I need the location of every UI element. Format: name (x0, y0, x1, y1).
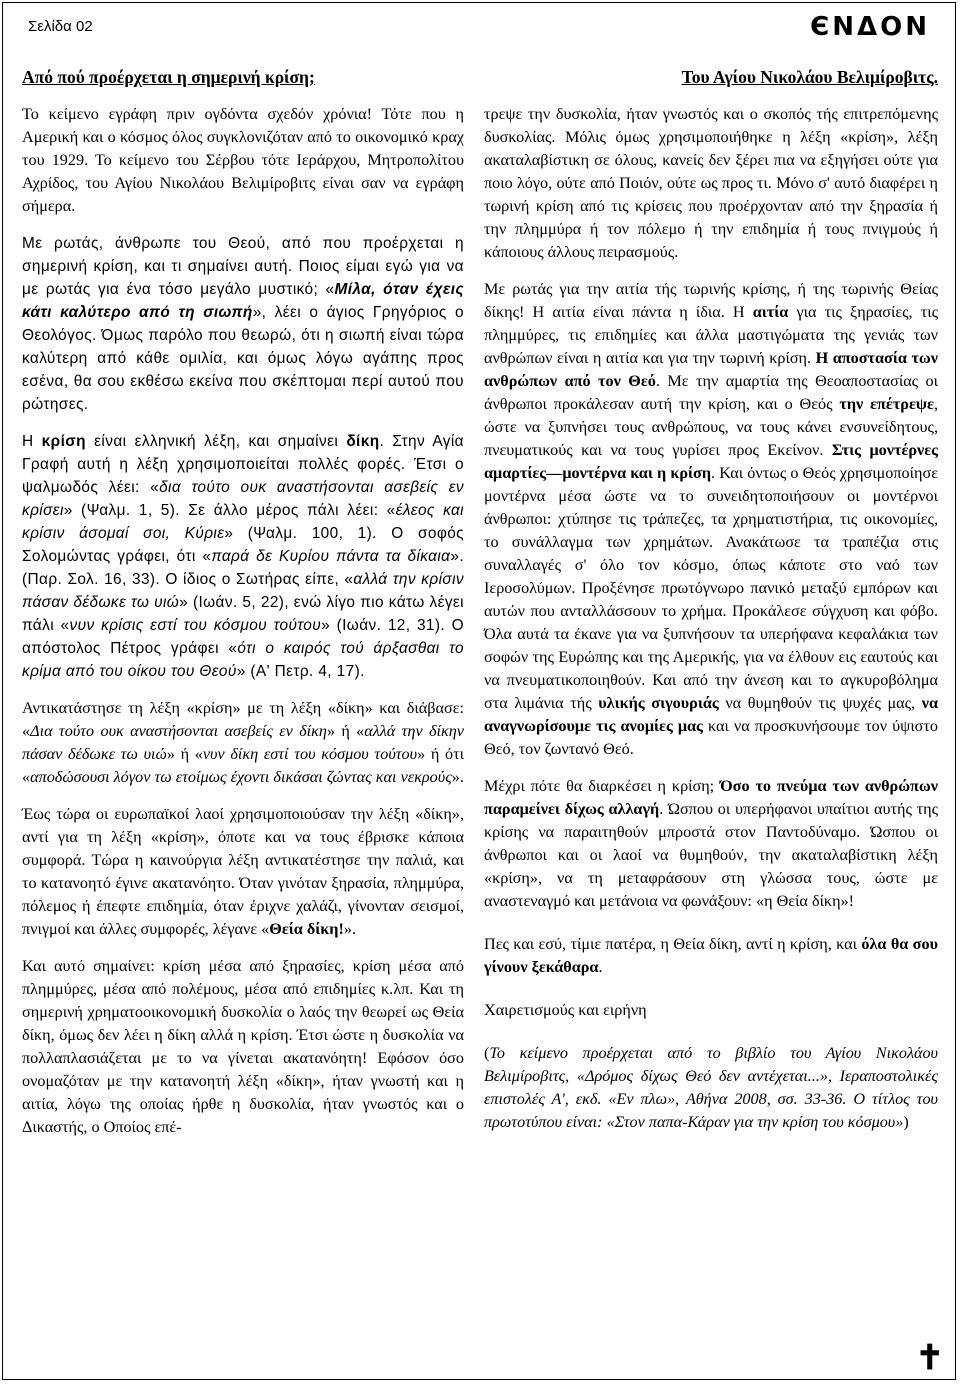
right-column (484, 66, 938, 1148)
duration-paragraph: Μέχρι πότε θα διαρκέσει η κρίση; Όσο το πνεύμα των ανθρώπων παραμείνει δίχως αλλαγή. Ώσπου οι υπερήφανοι υπαίτιοι αυτής της κρίσης να παραιτηθούν μπροστά στον Παντοδύναμο. Ώσπου οι άνθρωποι και οι λαοί να θυμηθούν, την ακαταλαβίστικη λέξη «κρίση», να τη μεταφράσουν στη γλώσσα τους, ώστε με αναστεναγμό και μετάνοια να φωνάξουν: «η Θεία δίκη»! (484, 777, 938, 910)
intro-paragraph: Το κείμενο εγράφη πριν ογδόντα σχεδόν χρόνια! Τότε που η Αμερική και ο κόσμος όλος συγκλονιζόταν από το οικονομικό κραχ του 1929. Το κείμενο του Σέρβου τότε Ιεράρχου, Μητροπολίτου Αχρίδος, του Αγίου Νικολάου Βελιμίροβιτς είναι σαν να εγράφη σήμερα. (22, 105, 464, 215)
replace-word-paragraph: Αντικατάστησε τη λέξη «κρίση» με τη λέξη «δίκη» και διάβασε: «Δια τούτο ουκ αναστήσονται ασεβείς εν δίκη» ή «αλλά την δίκην πάσαν δέδωκε τω υιώ» ή «νυν δίκη εστί του κόσμου τούτου» ή ότι «αποδώσουσι λόγον τω ετοίμως έχοντι δικάσαι ζώντας και νεκρούς». (22, 699, 464, 786)
page-number: Σελίδα 02 (28, 18, 93, 35)
european-peoples-paragraph: Έως τώρα οι ευρωπαϊκοί λαοί χρησιμοποιούσαν την λέξη «δίκη», αντί για τη λέξη «κρίση», όποτε και να τους έβρισκε κάποια συμφορά. Τώρα η καινούργια λέξη αντικατέστησε την παλιά, και το κατανοητό έγινε ακατανόητο. Όταν γινόταν ξηρασία, πλημμύρα, πόλεμος ή έπεφτε επιδημία, όταν έριχνε χαλάζι, γίνονταν σεισμοί, πνιγμοί και άλλες συμφορές, λέγανε «Θεία δίκη!». (22, 805, 464, 938)
cause-paragraph: Με ρωτάς για την αιτία τής τωρινής κρίσης, ή της τωρινής Θείας δίκης! Η αιτία είναι πάντα η ίδια. Η αιτία για τις ξηρασίες, τις πλημμύρες, τις επιδημίες και άλλα μαστιγώματα της γενιάς των ανθρώπων είναι η αιτία και για την τωρινή κρίση. Η αποστασία των ανθρώπων από τον Θεό. Με την αμαρτία της Θεοαποστασίας οι άνθρωποι προκάλεσαν αυτή την κρίση, και ο Θεός την επέτρεψε, ώστε να ξυπνήσει τους ανθρώπους, να τους κάνει ενσυνείδητους, πνευματικούς και να τους γυρίσει προς Εκείνον. Στις μοντέρνες αμαρτίες—μοντέρνα και η κρίση. Και όντως ο Θεός χρησιμοποίησε μοντέρνα μέσα ώστε να το συνειδητοποιήσουν οι μοντέρνοι άνθρωποι: χτύπησε τις τράπεζες, τα χρηματιστήρια, τις οικονομίες, το συνάλλαγμα των χρημάτων. Ανακάτωσε τα τραπέζια στις συναλλαγές σ' όλο τον κόσμο, όπως κάποτε στο ναό των Ιεροσολύμων. Προξένησε πρωτόγνωρο πανικό μεταξύ εμπόρων και αυτών που ανταλλάσσουν το χρήμα. Προκάλεσε σύγχυση και φόβο. Όλα αυτά τα έκανε για να ξυπνήσουν τα υπερήφανα κεφαλάκια των σοφών της Ευρώπης και της Αμερικής, για να έλθουν εις εαυτούς και να πνευματικοποιηθούν. Και από την άνεση και το αγκυροβόλημα στα λιμάνια τής υλικής σιγουριάς να θυμηθούν τις ψυχές μας, να αναγνωρίσουμε τις ανομίες μας και να προσκυνήσουμε τον ύψιστο Θεό, τον ζωντανό Θεό. (484, 280, 939, 758)
left-column (22, 66, 464, 1153)
newsletter-logo: ЄΝΔΟΝ (810, 12, 930, 42)
advice-paragraph: Πες και εσύ, τίμιε πατέρα, η Θεία δίκη, αντί η κρίση, και όλα θα σου γίνουν ξεκάθαρα. (484, 935, 938, 976)
source-note: (Το κείμενο προέρχεται από το βιβλίο του Αγίου Νικολάου Βελιμίροβιτς, «Δρόμος δίχως Θεό δεν αντέχεται...», Ιεραποστολικές επιστολές Α', εκδ. «Εν πλω», Αθήνα 2008, σσ. 33-36. Ο τίτλος του πρωτοτύπου είναι: «Στον παπα-Κάραν για την κρίση του κόσμου») (484, 1044, 938, 1131)
meaning-paragraph: Και αυτό σημαίνει: κρίση μέσα από ξηρασίες, κρίση μέσα από πλημμύρες, μέσα από πολέμους, μέσα από επιδημίες κ.λπ. Και τη σημερινή χρηματοοικονομική δυσκολία ο λαός την θεωρεί ως Θεία δίκη, όμως δεν λέει η δίκη αλλά η κρίση. Έτσι ώστε η δυσκολία να πολλαπλασιάζεται με το να γίνεται ακατανόητη! Εφόσον όσο ονομαζόταν με την κατανοητή λέξη «δίκη», ήταν γνωστή και η αιτία, λόγω της οποίας ήρθε η δυσκολία, ήταν γνωστός και ο Δικαστής, ο Οποίος επέ- (22, 957, 464, 1136)
continuation-paragraph: τρεψε την δυσκολία, ήταν γνωστός και ο σκοπός τής επιτρεπόμενης δυσκολίας. Μόλις όμως χρησιμοποιήθηκε η λέξη «κρίση», λέξη ακαταλαβίστικη σε όλους, κανείς δεν ξέρει πια να εξηγήσει ούτε για ποιο λόγο, ούτε από Ποιόν, ούτε ως προς τι. Μόνο σ' αυτό διαφέρει η τωρινή κρίση από τις κρίσεις που προέρχονταν από την ξηρασία ή την πλημμύρα ή τον πόλεμο ή την επιδημία ή τους πνιγμούς ή κάποιους άλλους πειρασμούς. (484, 105, 938, 261)
author-title: Του Αγίου Νικολάου Βελιμίροβιτς. (681, 67, 938, 87)
greeting-line: Χαιρετισμούς και ειρήνη (484, 1001, 647, 1019)
definition-paragraph: Η κρίση είναι ελληνική λέξη, και σημαίνει δίκη. Στην Αγία Γραφή αυτή η λέξη χρησιμοποιείται πολλές φορές. Έτσι ο ψαλμωδός λέει: «δια τούτο ουκ αναστήσονται ασεβείς εν κρίσει» (Ψαλμ. 1, 5). Σε άλλο μέρος πάλι λέει: «έλεος και κρίσιν άσομαί σοι, Κύριε» (Ψαλμ. 100, 1). Ο σοφός Σολομώντας γράφει, ότι «παρά δε Κυρίου πάντα τα δίκαια». (Παρ. Σολ. 16, 33). Ο ίδιος ο Σωτήρας είπε, «αλλά την κρίσιν πάσαν δέδωκε τω υιώ» (Ιωάν. 5, 22), ενώ λίγο πιο κάτω λέγει πάλι «νυν κρίσις εστί του κόσμου τούτου» (Ιωάν. 12, 31). Ο απόστολος Πέτρος γράφει «ότι ο καιρός τού άρξασθαι το κρίμα από του οίκου του Θεού» (Α' Πετρ. 4, 17). (22, 433, 465, 680)
article-title: Από πού προέρχεται η σημερινή κρίση; (22, 67, 315, 87)
question-paragraph: Με ρωτάς, άνθρωπε του Θεού, από που προέρχεται η σημερινή κρίση, και τι σημαίνει αυτή. Ποιος είμαι εγώ για να με ρωτάς για ένα τόσο μεγάλο μυστικό; «Μίλα, όταν έχεις κάτι καλύτερο από τη σιωπή», λέει ο άγιος Γρηγόριος ο Θεολόγος. Όμως παρόλο που θεωρώ, ότι η σιωπή είναι τώρα καλύτερη από κάθε ομιλία, και όμως λόγω αγάπης προς εσένα, θα σου εκθέσω εκείνα που σκέπτομαι περί αυτού που ρώτησες. (22, 235, 465, 413)
cross-icon: ✝ (915, 1340, 944, 1377)
